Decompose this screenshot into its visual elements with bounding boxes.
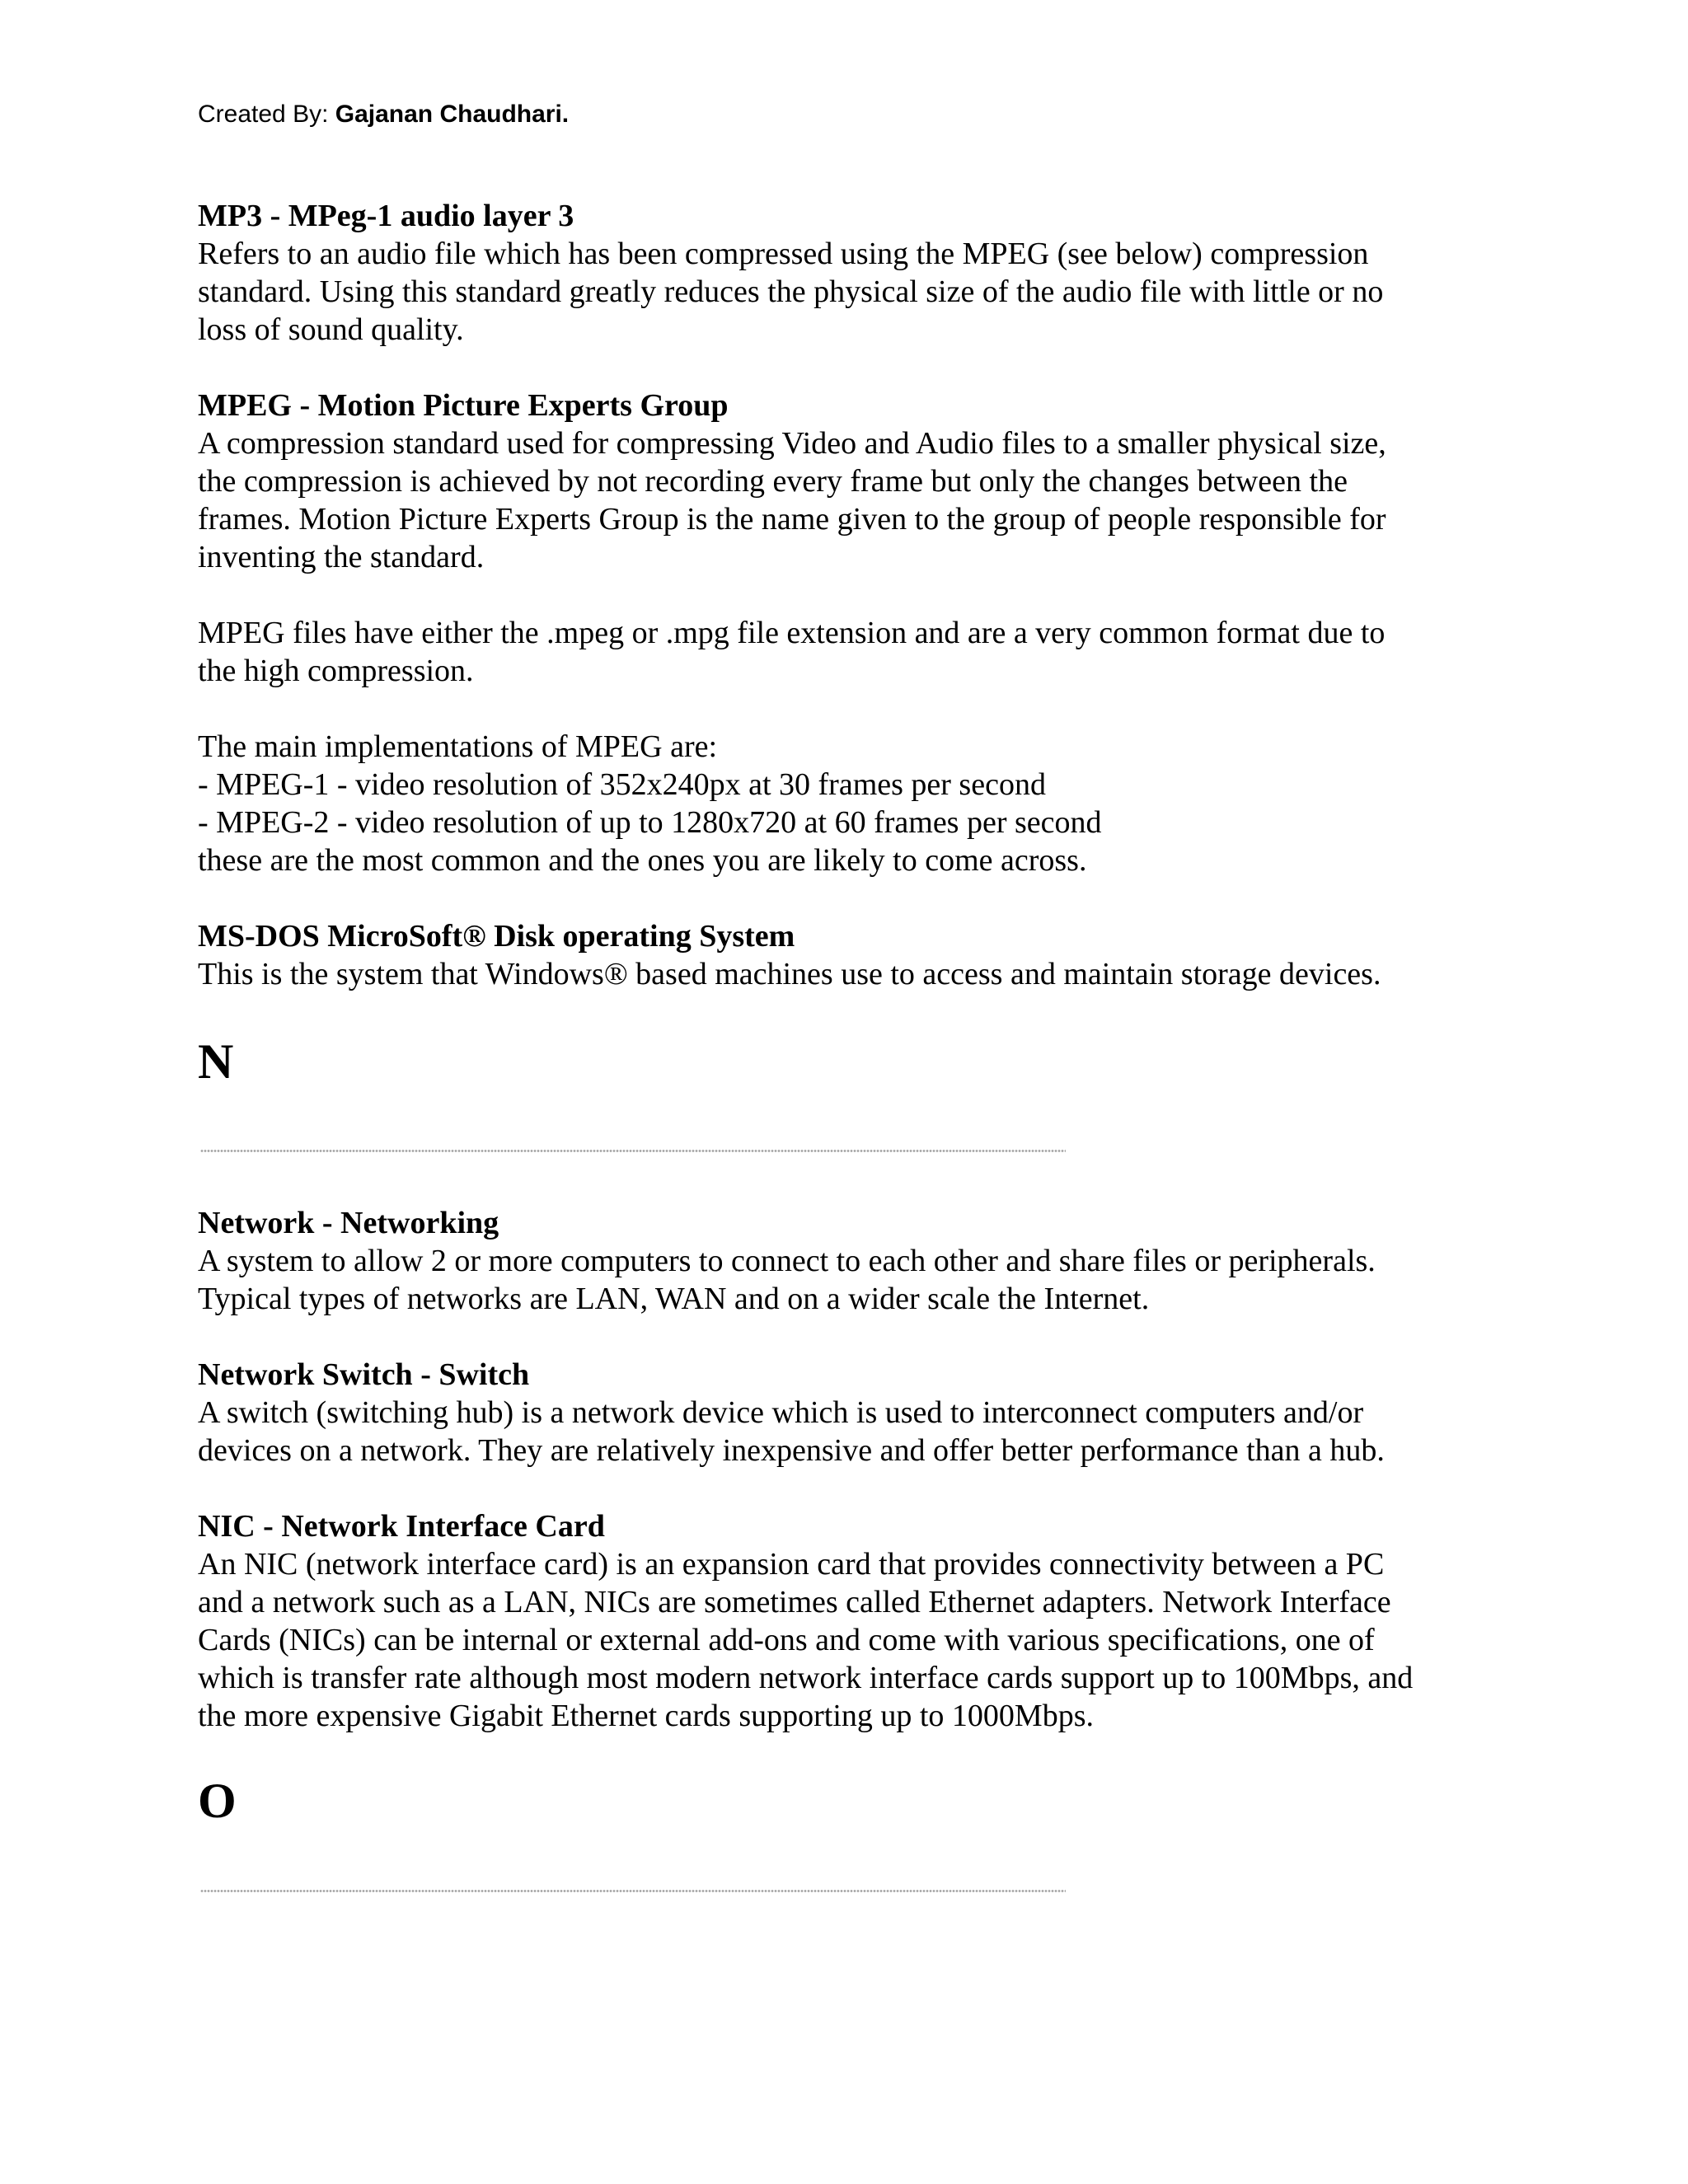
entry-line: - MPEG-1 - video resolution of 352x240px at 30 frames per second — [198, 767, 1046, 802]
entry-term: MPEG - Motion Picture Experts Group — [198, 388, 729, 423]
entry-line: inventing the standard. — [198, 540, 485, 574]
entry-mpeg-paragraph-2 — [198, 614, 1533, 690]
entry-line: frames. Motion Picture Experts Group is the name given to the group of people responsible for — [198, 502, 1386, 537]
section-letter-n: N — [198, 1034, 234, 1089]
entry-line: the compression is achieved by not recording every frame but only the changes between the — [198, 464, 1348, 499]
entry-line: standard. Using this standard greatly reduces the physical size of the audio file with little or no — [198, 274, 1384, 309]
entry-mpeg-paragraph-3 — [198, 728, 1533, 879]
entry-network-switch — [198, 1356, 1533, 1469]
author-name: Gajanan Chaudhari. — [335, 101, 570, 128]
author-prefix: Created By: — [198, 101, 335, 128]
entry-term: NIC - Network Interface Card — [198, 1509, 605, 1544]
section-divider — [200, 1149, 1066, 1153]
entry-line: these are the most common and the ones you are likely to come across. — [198, 843, 1087, 878]
entry-nic — [198, 1507, 1533, 1735]
author-credit — [198, 101, 569, 129]
entry-line: MPEG files have either the .mpeg or .mpg file extension and are a very common format due to — [198, 616, 1386, 650]
entry-mpeg — [198, 387, 1533, 576]
entry-mp3 — [198, 197, 1533, 349]
entry-term: MP3 - MPeg-1 audio layer 3 — [198, 199, 574, 233]
entry-term: MS-DOS MicroSoft® Disk operating System — [198, 919, 795, 954]
entry-line: Typical types of networks are LAN, WAN and on a wider scale the Internet. — [198, 1282, 1150, 1316]
entry-line: Refers to an audio file which has been compressed using the MPEG (see below) compression — [198, 237, 1369, 271]
section-divider — [200, 1889, 1066, 1893]
entry-line: A system to allow 2 or more computers to connect to each other and share files or peripherals. — [198, 1244, 1376, 1278]
section-letter-o: O — [198, 1774, 237, 1828]
entry-line: which is transfer rate although most modern network interface cards support up to 100Mbps, and — [198, 1661, 1414, 1695]
entry-line: An NIC (network interface card) is an expansion card that provides connectivity between a PC — [198, 1547, 1385, 1582]
entry-ms-dos — [198, 917, 1533, 993]
entry-line: A compression standard used for compressing Video and Audio files to a smaller physical size, — [198, 426, 1386, 461]
entry-term: Network - Networking — [198, 1206, 499, 1240]
entry-network — [198, 1204, 1533, 1318]
entry-line: the more expensive Gigabit Ethernet cards supporting up to 1000Mbps. — [198, 1699, 1095, 1733]
entry-line: A switch (switching hub) is a network device which is used to interconnect computers and/or — [198, 1395, 1364, 1430]
entry-line: Cards (NICs) can be internal or external add-ons and come with various specifications, one of — [198, 1623, 1375, 1657]
entry-line: This is the system that Windows® based machines use to access and maintain storage devices. — [198, 957, 1381, 991]
entry-line: devices on a network. They are relatively inexpensive and offer better performance than a hub. — [198, 1433, 1385, 1468]
entry-line: and a network such as a LAN, NICs are sometimes called Ethernet adapters. Network Interface — [198, 1585, 1391, 1619]
entry-line: loss of sound quality. — [198, 312, 464, 347]
entry-line: - MPEG-2 - video resolution of up to 1280x720 at 60 frames per second — [198, 805, 1102, 840]
entry-term: Network Switch - Switch — [198, 1357, 530, 1392]
entry-line: The main implementations of MPEG are: — [198, 729, 718, 764]
entry-line: the high compression. — [198, 654, 474, 688]
